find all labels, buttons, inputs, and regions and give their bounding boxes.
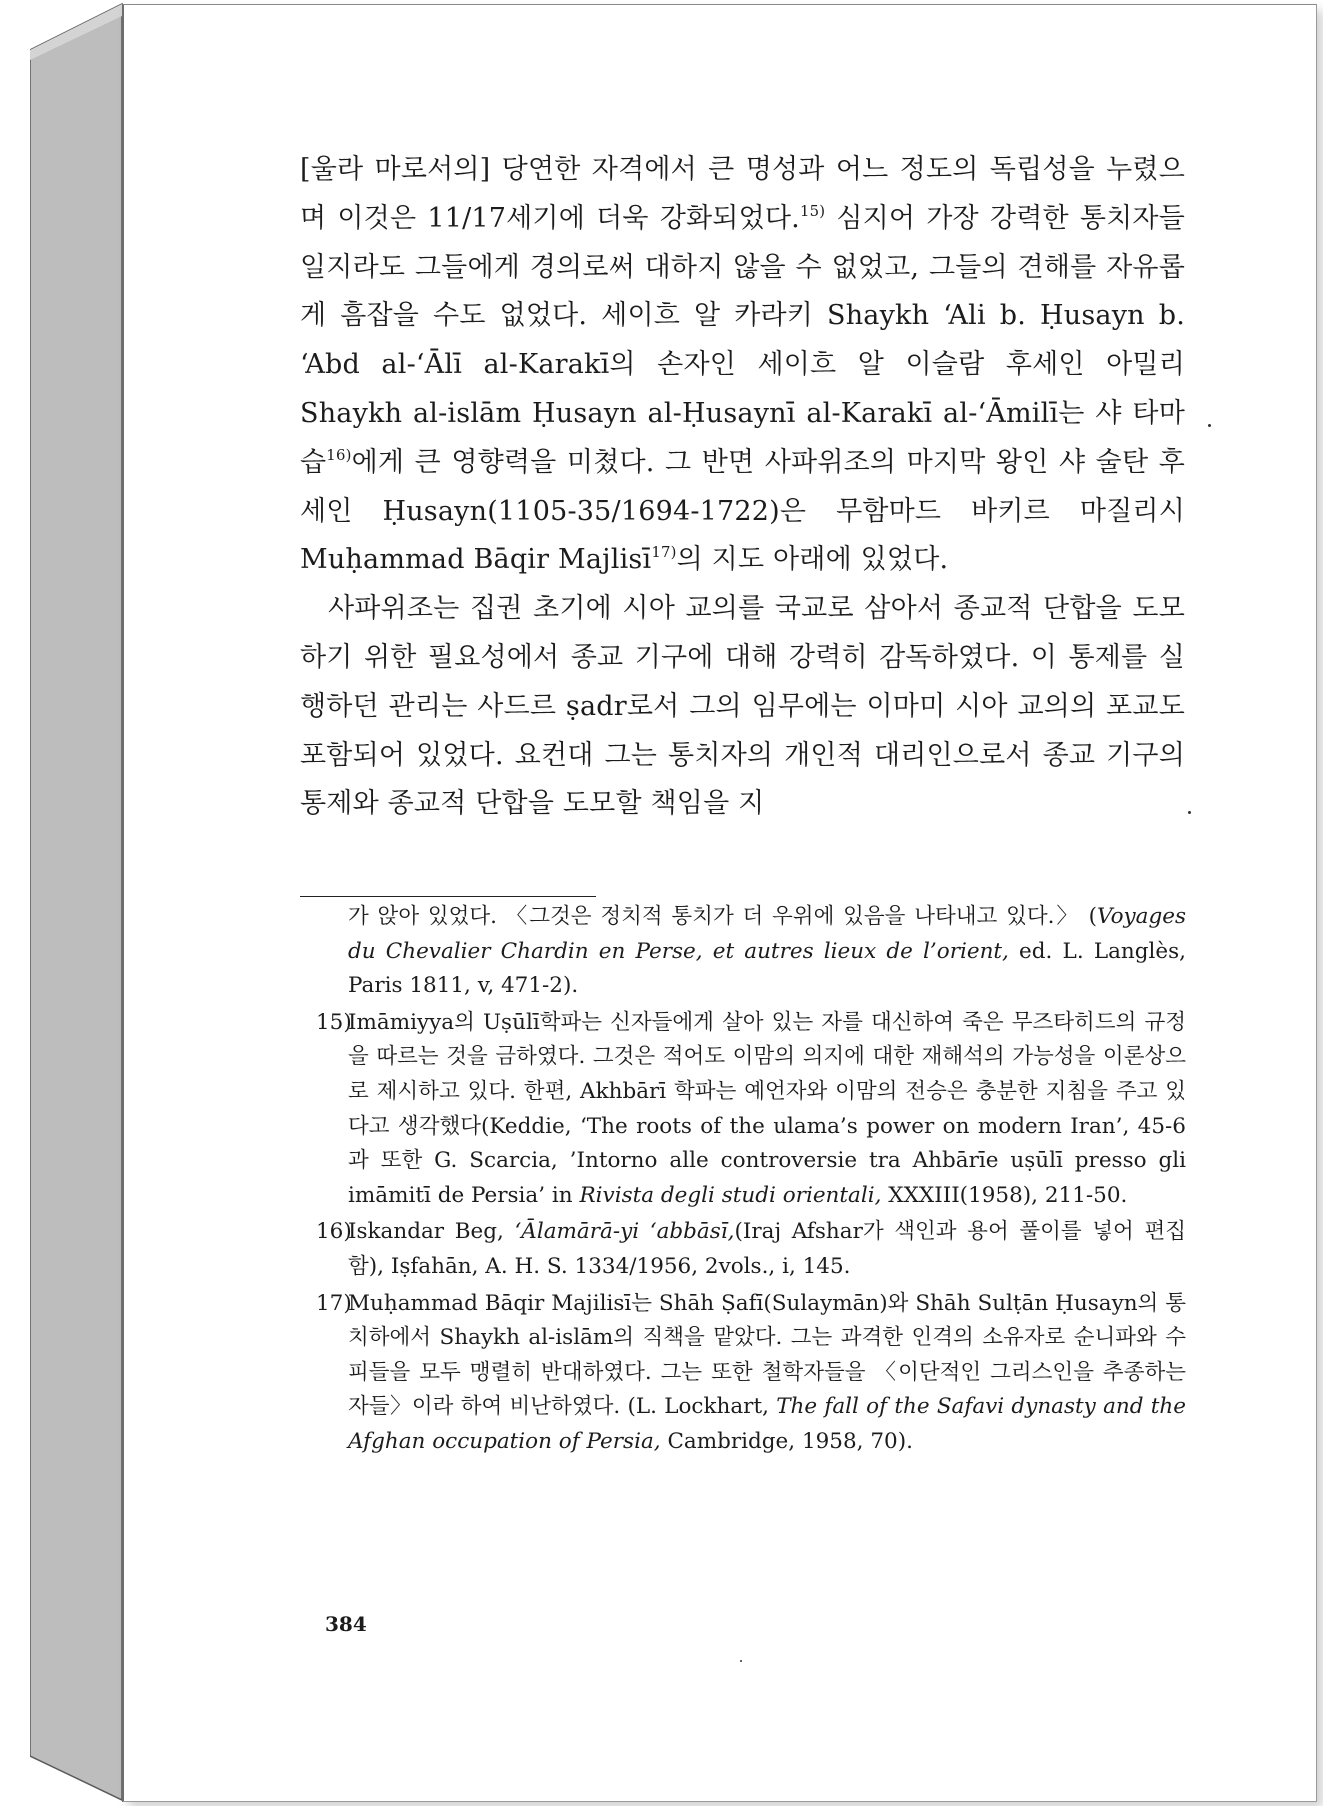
footnote-divider: [300, 896, 596, 897]
footnote-16: 16) Iskandar Beg, ‘Ālamārā-yi ‘abbāsī,(Iraj Afshar가 색인과 용어 풀이를 넣어 편집함), Iṣfahān, A. H. S. 1334/1956, 2vols., i, 145.: [320, 1215, 1186, 1284]
scan-speck: [1208, 424, 1211, 427]
book-spine-edge: [30, 0, 124, 1806]
main-body-text: [300, 146, 1185, 829]
footnotes-section: [316, 900, 1186, 1460]
footnote-ref-17: 17): [651, 543, 677, 562]
footnote-number: 16): [316, 1219, 352, 1245]
paragraph-1: [울라 마로서의] 당연한 자격에서 큰 명성과 어느 정도의 독립성을 누렸으며 이것은 11/17세기에 더욱 강화되었다.$^{15)}$ 심지어 가장 강력한 통치자들일지라도 그들에게 경의로써 대하지 않을 수 없었고, 그들의 견해를 자유롭게 흠잡을 수도 없었다. 세이흐 알 카라키 Shaykh ‘Ali b. Ḥusayn b. ‘Abd al-‘Ālī al-Karakī의 손자인 세이흐 알 이슬람 후세인 아밀리 Shaykh al-islām Ḥusayn al-Ḥusaynī al-Karakī al-‘Āmilī는 샤 타마습$^{16)}$에게 큰 영향력을 미쳤다. 그 반면 사파위조의 마지막 왕인 샤 술탄 후세인 Ḥusayn(1105-35/1694-1722)은 무함마드 바키르 마질리시 Muḥammad Bāqir Majlisī$^{17)}$의 지도 아래에 있었다.: [300, 154, 1185, 576]
scan-speck: [740, 1660, 742, 1662]
footnote-17: 17) Muḥammad Bāqir Majilisī는 Shāh Ṣafī(Sulaymān)와 Shāh Sulṭān Ḥusayn의 통치하에서 Shaykh al-islām의 직책을 맡았다. 그는 과격한 인격의 소유자로 순니파와 수피들을 모두 맹렬히 반대하였다. 그는 또한 철학자들을 〈이단적인 그리스인을 추종하는 자들〉이라 하여 비난하였다. (L. Lockhart, The fall of the Safavi dynasty and the Afghan occupation of Persia, Cambridge, 1958, 70).: [320, 1287, 1186, 1460]
footnote-ref-15: 15): [799, 201, 826, 220]
footnote-continuation: 가 앉아 있었다. 〈그것은 정치적 통치가 더 우위에 있음을 나타내고 있다.〉 (Voyages du Chevalier Chardin en Perse, et autres lieux de l’orient, ed. L. Langlès, Paris 1811, v, 471-2).: [348, 904, 1186, 999]
scan-speck: [1188, 811, 1191, 814]
footnote-15: 15) Imāmiyya의 Uṣūlī학파는 신자들에게 살아 있는 자를 대신하여 죽은 무즈타히드의 규정을 따르는 것을 금하였다. 그것은 적어도 이맘의 의지에 대한 재해석의 가능성을 이론상으로 제시하고 있다. 한편, Akhbārī 학파는 예언자와 이맘의 전승은 충분한 지침을 주고 있다고 생각했다(Keddie, ‘The roots of the ulama’s power on modern Iran’, 45-6과 또한 G. Scarcia, ’Intorno alle controversie tra Ahbārīe uṣūlī presso gli imāmitī de Persia’ in Rivista degli studi orientali, XXXIII(1958), 211-50.: [320, 1006, 1186, 1214]
paragraph-2: 사파위조는 집권 초기에 시아 교의를 국교로 삼아서 종교적 단합을 도모하기 위한 필요성에서 종교 기구에 대해 강력히 감독하였다. 이 통제를 실행하던 관리는 사드르 ṣadr로서 그의 임무에는 이마미 시아 교의의 포교도 포함되어 있었다. 요컨대 그는 통치자의 개인적 대리인으로서 종교 기구의 통제와 종교적 단합을 도모할 책임을 지: [300, 593, 1185, 820]
footnote-ref-16: 16): [326, 445, 352, 464]
footnote-number: 17): [316, 1290, 352, 1316]
page-number: 384: [325, 1612, 367, 1636]
footnote-number: 15): [316, 1009, 352, 1035]
